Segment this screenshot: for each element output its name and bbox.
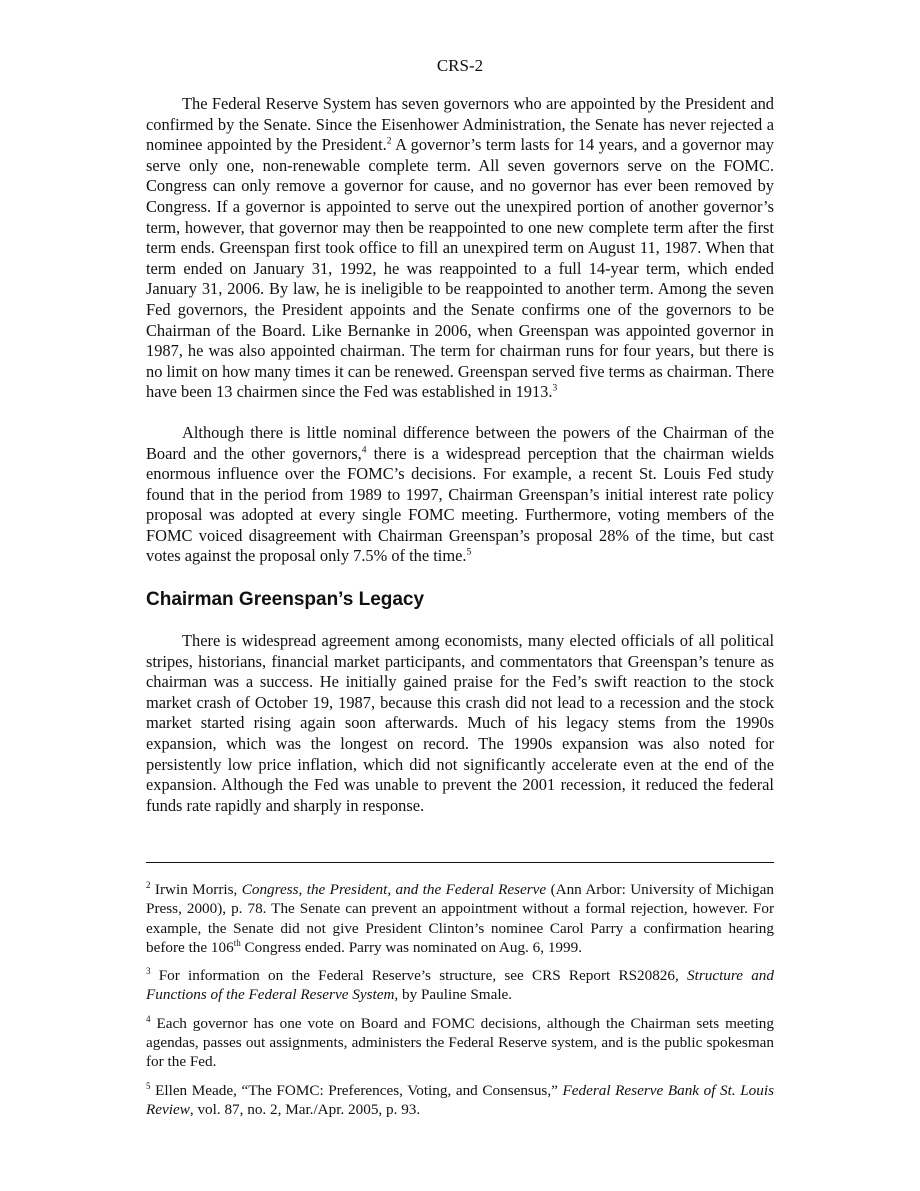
section-heading: Chairman Greenspan’s Legacy (146, 589, 425, 611)
paragraph-legacy (146, 631, 774, 816)
footnote-text: Each governor has one vote on Board and FOMC decisions, although the Chairman sets meeting agendas, passes out assignments, administers the Federal Reserve system, and is the public spokesman for the Fed. (146, 1014, 774, 1071)
footnote-text: , vol. 87, no. 2, Mar./Apr. 2005, p. 93. (189, 1100, 421, 1118)
footnote-text: For information on the Federal Reserve’s structure, see CRS Report RS20826, (150, 967, 688, 985)
paragraph-text: The Federal Reserve System has seven governors who are appointed by the President and confirmed by the Senate. Since the Eisenhower Administration, the Senate has never rejected a nominee appointed by the President. (146, 94, 774, 155)
footnote-3 (146, 966, 774, 1005)
footnote-ref-3[interactable]: 3 (552, 383, 558, 394)
footnotes (146, 880, 774, 1128)
paragraph-text: there is a widespread perception that the chairman wields enormous influence over the FOMC’s decisions. For example, a recent St. Louis Fed study found that in the period from 1989 to 1997, Chairman Greenspan’s initial interest rate policy proposal was adopted at every single FOMC meeting. Furthermore, voting members of the FOMC voiced disagreement with Chairman Greenspan’s proposal 28% of the time, but cast votes against the proposal only 7.5% of the time. (146, 443, 774, 566)
paragraph-text: A governor’s term lasts for 14 years, and a governor may serve only one, non-renewable complete term. All seven governors serve on the FOMC. Congress can only remove a governor for cause, and no governor has ever been removed by Congress. If a governor is appointed to serve out the unexpired portion of another governor’s term, however, that governor may then be reappointed to one new complete term after the first term ends. Greenspan first took office to fill an unexpired term on August 11, 1987. When that term ended on January 31, 1992, he was reappointed to a full 14-year term, which ended January 31, 2006. By law, he is ineligible to be reappointed to another term. Among the seven Fed governors, the President appoints and the Senate confirms one of the governors to be Chairman of the Board. Like Bernanke in 2006, when Greenspan was appointed governor in 1987, he was also appointed chairman. The term for chairman runs for four years, but there is no limit on how many times it can be renewed. Greenspan served five terms as chairman. There have been 13 chairmen since the Fed was established in 1913. (146, 135, 774, 402)
footnote-book-title: Congress, the President, and the Federal Reserve (241, 881, 547, 898)
paragraph-chairman-influence (146, 423, 774, 567)
footnote-divider (146, 862, 774, 863)
paragraph-governors (146, 94, 774, 403)
footnote-number: 4 (146, 1013, 151, 1024)
footnote-report-title: Structure and Functions of the Federal Reserve System (146, 967, 774, 1004)
footnote-ref-2[interactable]: 2 (386, 136, 392, 147)
footnote-text: Irwin Morris, (150, 881, 242, 898)
ordinal-suffix: th (233, 937, 241, 948)
footnote-journal-title: Federal Reserve Bank of St. Louis Review (146, 1081, 775, 1118)
footnote-2 (146, 880, 774, 957)
footnote-5 (146, 1081, 774, 1120)
footnote-4 (146, 1014, 774, 1072)
footnote-text: (Ann Arbor: University of Michigan Press, 2000), p. 78. The Senate can prevent an appointment without a formal rejection, however. For example, the Senate did not give President Clinton’s nominee Carol Parry a confirmation hearing before the 106 (146, 881, 774, 956)
footnote-ref-4[interactable]: 4 (361, 445, 367, 456)
footnote-ref-5[interactable]: 5 (466, 548, 472, 558)
footnote-number: 2 (146, 879, 151, 890)
paragraph-text: There is widespread agreement among economists, many elected officials of all political stripes, historians, financial market participants, and commentators that Greenspan’s tenure as chairman was a success. He initially gained praise for the Fed’s swift reaction to the stock market crash of October 19, 1987, because this crash did not lead to a recession and the stock market started rising again soon afterwards. Much of his legacy stems from the 1990s expansion, which was the longest on record. The 1990s expansion was also noted for persistently low price inflation, which did not significantly accelerate even at the end of the expansion. Although the Fed was unable to prevent the 2001 recession, it reduced the federal funds rate rapidly and sharply in response. (146, 631, 774, 815)
footnote-text: Ellen Meade, “The FOMC: Preferences, Voting, and Consensus,” (150, 1081, 563, 1099)
footnote-text: Congress ended. Parry was nominated on Aug. 6, 1999. (240, 938, 582, 956)
body-text (146, 94, 774, 836)
footnote-number: 3 (146, 966, 151, 977)
footnote-number: 5 (146, 1080, 151, 1091)
page-number-header: CRS-2 (436, 56, 484, 75)
footnote-text: , by Pauline Smale. (394, 986, 513, 1004)
paragraph-text: Although there is little nominal difference between the powers of the Chairman of the Board and the other governors, (146, 422, 774, 463)
